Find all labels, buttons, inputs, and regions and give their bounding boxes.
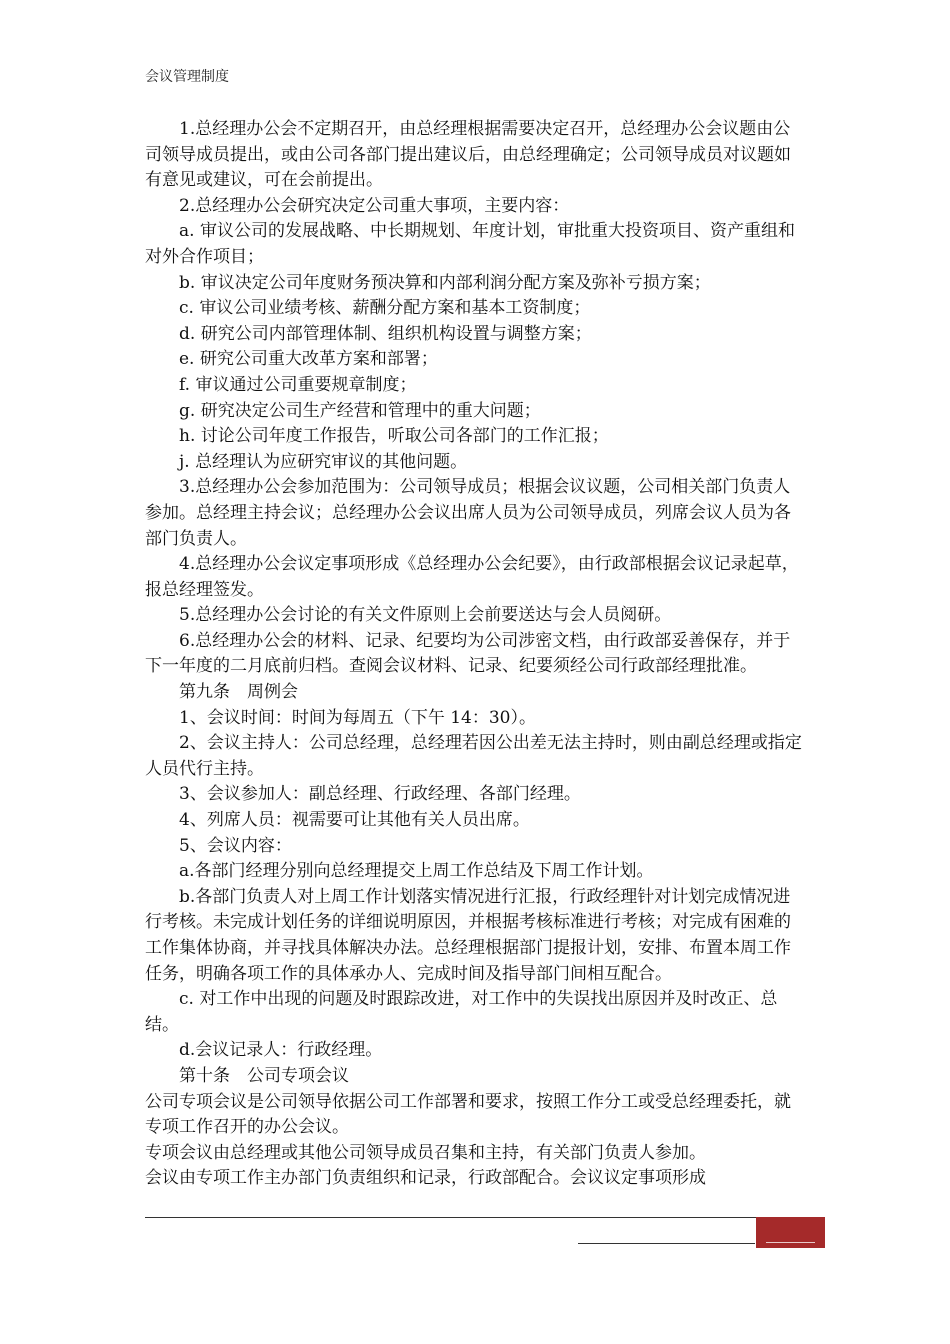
- paragraph: 5、会议内容：: [179, 835, 292, 856]
- paragraph: 4、列席人员：视需要可让其他有关人员出席。: [179, 810, 530, 831]
- footer-color-block: [756, 1217, 825, 1248]
- paragraph: 公司专项会议是公司领导依据公司工作部署和要求，按照工作分工或受总经理委托，就专项工作召开的办公会议。: [145, 1091, 791, 1138]
- paragraph: 会议由专项工作主办部门负责组织和记录，行政部配合。会议议定事项形成: [145, 1168, 706, 1189]
- paragraph: 专项会议由总经理或其他公司领导成员召集和主持，有关部门负责人参加。: [145, 1142, 706, 1163]
- footer-block-bar: [766, 1242, 815, 1243]
- paragraph: c. 对工作中出现的问题及时跟踪改进，对工作中的失误找出原因并及时改正、总结。: [145, 989, 778, 1035]
- paragraph: b. 审议决定公司年度财务预决算和内部利润分配方案及弥补亏损方案；: [179, 272, 711, 293]
- paragraph: 第九条 周例会: [179, 682, 298, 703]
- paragraph: d.会议记录人：行政经理。: [179, 1040, 383, 1061]
- paragraph: a.各部门经理分别向总经理提交上周工作总结及下周工作计划。: [179, 861, 654, 882]
- paragraph: j. 总经理认为应研究审议的其他问题。: [179, 451, 468, 472]
- document-body: [145, 117, 807, 1192]
- paragraph: c. 审议公司业绩考核、薪酬分配方案和基本工资制度；: [179, 298, 591, 319]
- paragraph: 2.总经理办公会研究决定公司重大事项，主要内容：: [179, 195, 570, 216]
- paragraph: 2、会议主持人：公司总经理，总经理若因公出差无法主持时，则由副总经理或指定人员代行主持。: [145, 733, 802, 779]
- paragraph: b.各部门负责人对上周工作计划落实情况进行汇报，行政经理针对计划完成情况进行考核。未完成计划任务的详细说明原因，并根据考核标准进行考核；对完成有困难的工作集体协商，并寻找具体解决办法。总经理根据部门提报计划，安排、布置本周工作任务，明确各项工作的具体承办人、完成时间及指导部门间相互配合。: [145, 886, 791, 984]
- paragraph: 3、会议参加人：副总经理、行政经理、各部门经理。: [179, 784, 581, 805]
- page-header-title: 会议管理制度: [145, 69, 229, 85]
- paragraph: g. 研究决定公司生产经营和管理中的重大问题；: [179, 400, 541, 421]
- paragraph: 6.总经理办公会的材料、记录、纪要均为公司涉密文档，由行政部妥善保存，并于下一年度的二月底前归档。查阅会议材料、记录、纪要须经公司行政部经理批准。: [145, 630, 791, 677]
- paragraph: d. 研究公司内部管理体制、组织机构设置与调整方案；: [179, 323, 592, 344]
- paragraph: 1.总经理办公会不定期召开，由总经理根据需要决定召开，总经理办公会议题由公司领导成员提出，或由公司各部门提出建议后，由总经理确定；公司领导成员对议题如有意见或建议，可在会前提出。: [145, 119, 791, 191]
- paragraph: f. 审议通过公司重要规章制度；: [179, 374, 417, 395]
- paragraph: h. 讨论公司年度工作报告，听取公司各部门的工作汇报；: [179, 426, 609, 447]
- paragraph: 5.总经理办公会讨论的有关文件原则上会前要送达与会人员阅研。: [179, 605, 672, 626]
- paragraph: 3.总经理办公会参加范围为：公司领导成员；根据会议议题，公司相关部门负责人参加。总经理主持会议；总经理办公会议出席人员为公司领导成员，列席会议人员为各部门负责人。: [145, 477, 791, 549]
- paragraph: a. 审议公司的发展战略、中长期规划、年度计划，审批重大投资项目、资产重组和对外合作项目；: [145, 221, 795, 267]
- paragraph: e. 研究公司重大改革方案和部署；: [179, 349, 438, 370]
- footer-divider: [145, 1217, 825, 1218]
- footer-underline: [578, 1243, 755, 1244]
- paragraph: 1、会议时间：时间为每周五（下午 14：30）。: [179, 707, 536, 728]
- paragraph: 4.总经理办公会议定事项形成《总经理办公会纪要》，由行政部根据会议记录起草，报总经理签发。: [145, 554, 799, 600]
- paragraph: 第十条 公司专项会议: [179, 1065, 349, 1086]
